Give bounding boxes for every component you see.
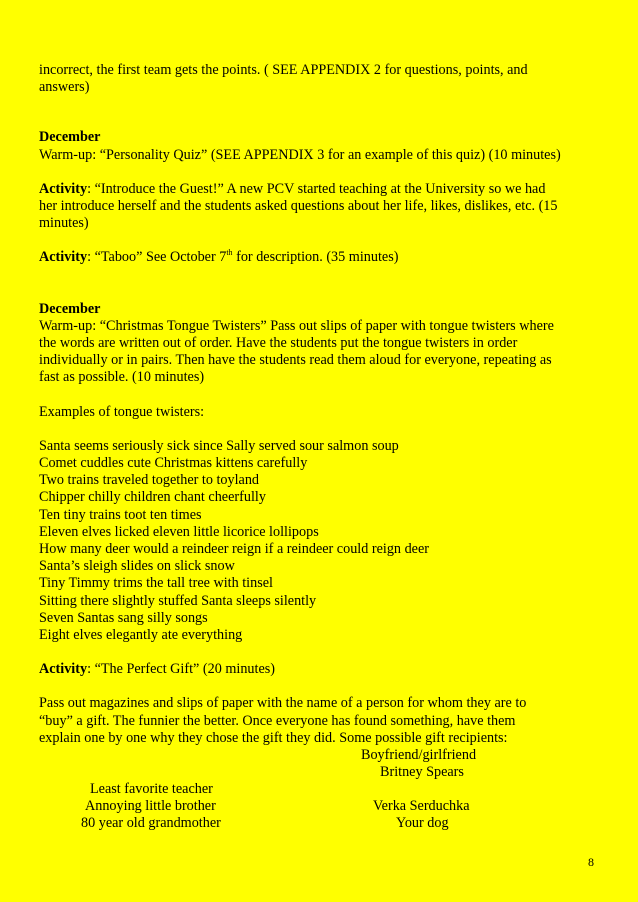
list-item: Santa seems seriously sick since Sally served sour salmon soup: [39, 437, 399, 454]
recipient: Least favorite teacher: [90, 781, 213, 798]
text-line: Warm-up: “Christmas Tongue Twisters” Pass out slips of paper with tongue twisters where: [39, 317, 554, 334]
list-item: Eleven elves licked eleven little licorice lollipops: [39, 523, 319, 540]
list-item: Ten tiny trains toot ten times: [39, 506, 202, 523]
list-item: Two trains traveled together to toyland: [39, 472, 260, 489]
recipient: 80 year old grandmother: [81, 815, 221, 832]
list-item: Tiny Timmy trims the tall tree with tinsel: [39, 575, 273, 592]
document-page: [39, 62, 614, 831]
list-item: Comet cuddles cute Christmas kittens carefully: [39, 455, 308, 472]
recipient: Britney Spears: [380, 764, 464, 781]
recipient: Verka Serduchka: [373, 798, 470, 815]
text-line: incorrect, the first team gets the points. ( SEE APPENDIX 2 for questions, points, and: [39, 62, 528, 78]
list-item: Santa’s sleigh slides on slick snow: [39, 558, 235, 575]
list-item: Eight elves elegantly ate everything: [39, 627, 243, 644]
list-item: How many deer would a reindeer reign if a reindeer could reign deer: [39, 541, 429, 558]
text-line: individually or in pairs. Then have the students read them aloud for everyone, repeating as: [39, 352, 552, 369]
activity-label: Activity: [39, 180, 88, 197]
text-line: the words are written out of order. Have the students put the tongue twisters in order: [39, 335, 518, 352]
recipient: Your dog: [396, 815, 449, 832]
page-number: 8: [588, 855, 594, 869]
activity-paragraph: Activity: “The Perfect Gift” (20 minutes): [39, 661, 275, 678]
text-line: “buy” a gift. The funnier the better. Once everyone has found something, have them: [39, 712, 516, 729]
warmup-text: Warm-up: “Personality Quiz” (SEE APPENDIX 3 for an example of this quiz) (10 minutes): [39, 146, 561, 163]
activity-paragraph: Activity: “Taboo” See October 7th for description. (35 minutes): [39, 248, 399, 266]
activity-label: Activity: [39, 661, 88, 678]
activity-label: Activity: [39, 249, 88, 266]
text-line: minutes): [39, 215, 89, 232]
gift-recipients: [39, 747, 614, 831]
recipient: Annoying little brother: [85, 798, 216, 815]
text-line: fast as possible. (10 minutes): [39, 369, 205, 386]
recipient: Boyfriend/girlfriend: [361, 747, 477, 764]
list-item: Seven Santas sang silly songs: [39, 609, 208, 626]
list-item: Chipper chilly children chant cheerfully: [39, 489, 266, 506]
section-heading: December: [39, 300, 101, 317]
text-line: answers): [39, 79, 90, 96]
tongue-twister-list: [39, 438, 614, 644]
text-line: Pass out magazines and slips of paper with the name of a person for whom they are to: [39, 695, 527, 712]
examples-label: Examples of tongue twisters:: [39, 403, 205, 420]
text-line: explain one by one why they chose the gift they did. Some possible gift recipients:: [39, 729, 508, 746]
text-line: her introduce herself and the students asked questions about her life, likes, dislikes, etc. (15: [39, 198, 558, 215]
activity-paragraph: Activity: “Introduce the Guest!” A new PCV started teaching at the University so we had: [39, 180, 546, 197]
section-heading: December: [39, 129, 101, 146]
list-item: Sitting there slightly stuffed Santa sleeps silently: [39, 592, 317, 609]
